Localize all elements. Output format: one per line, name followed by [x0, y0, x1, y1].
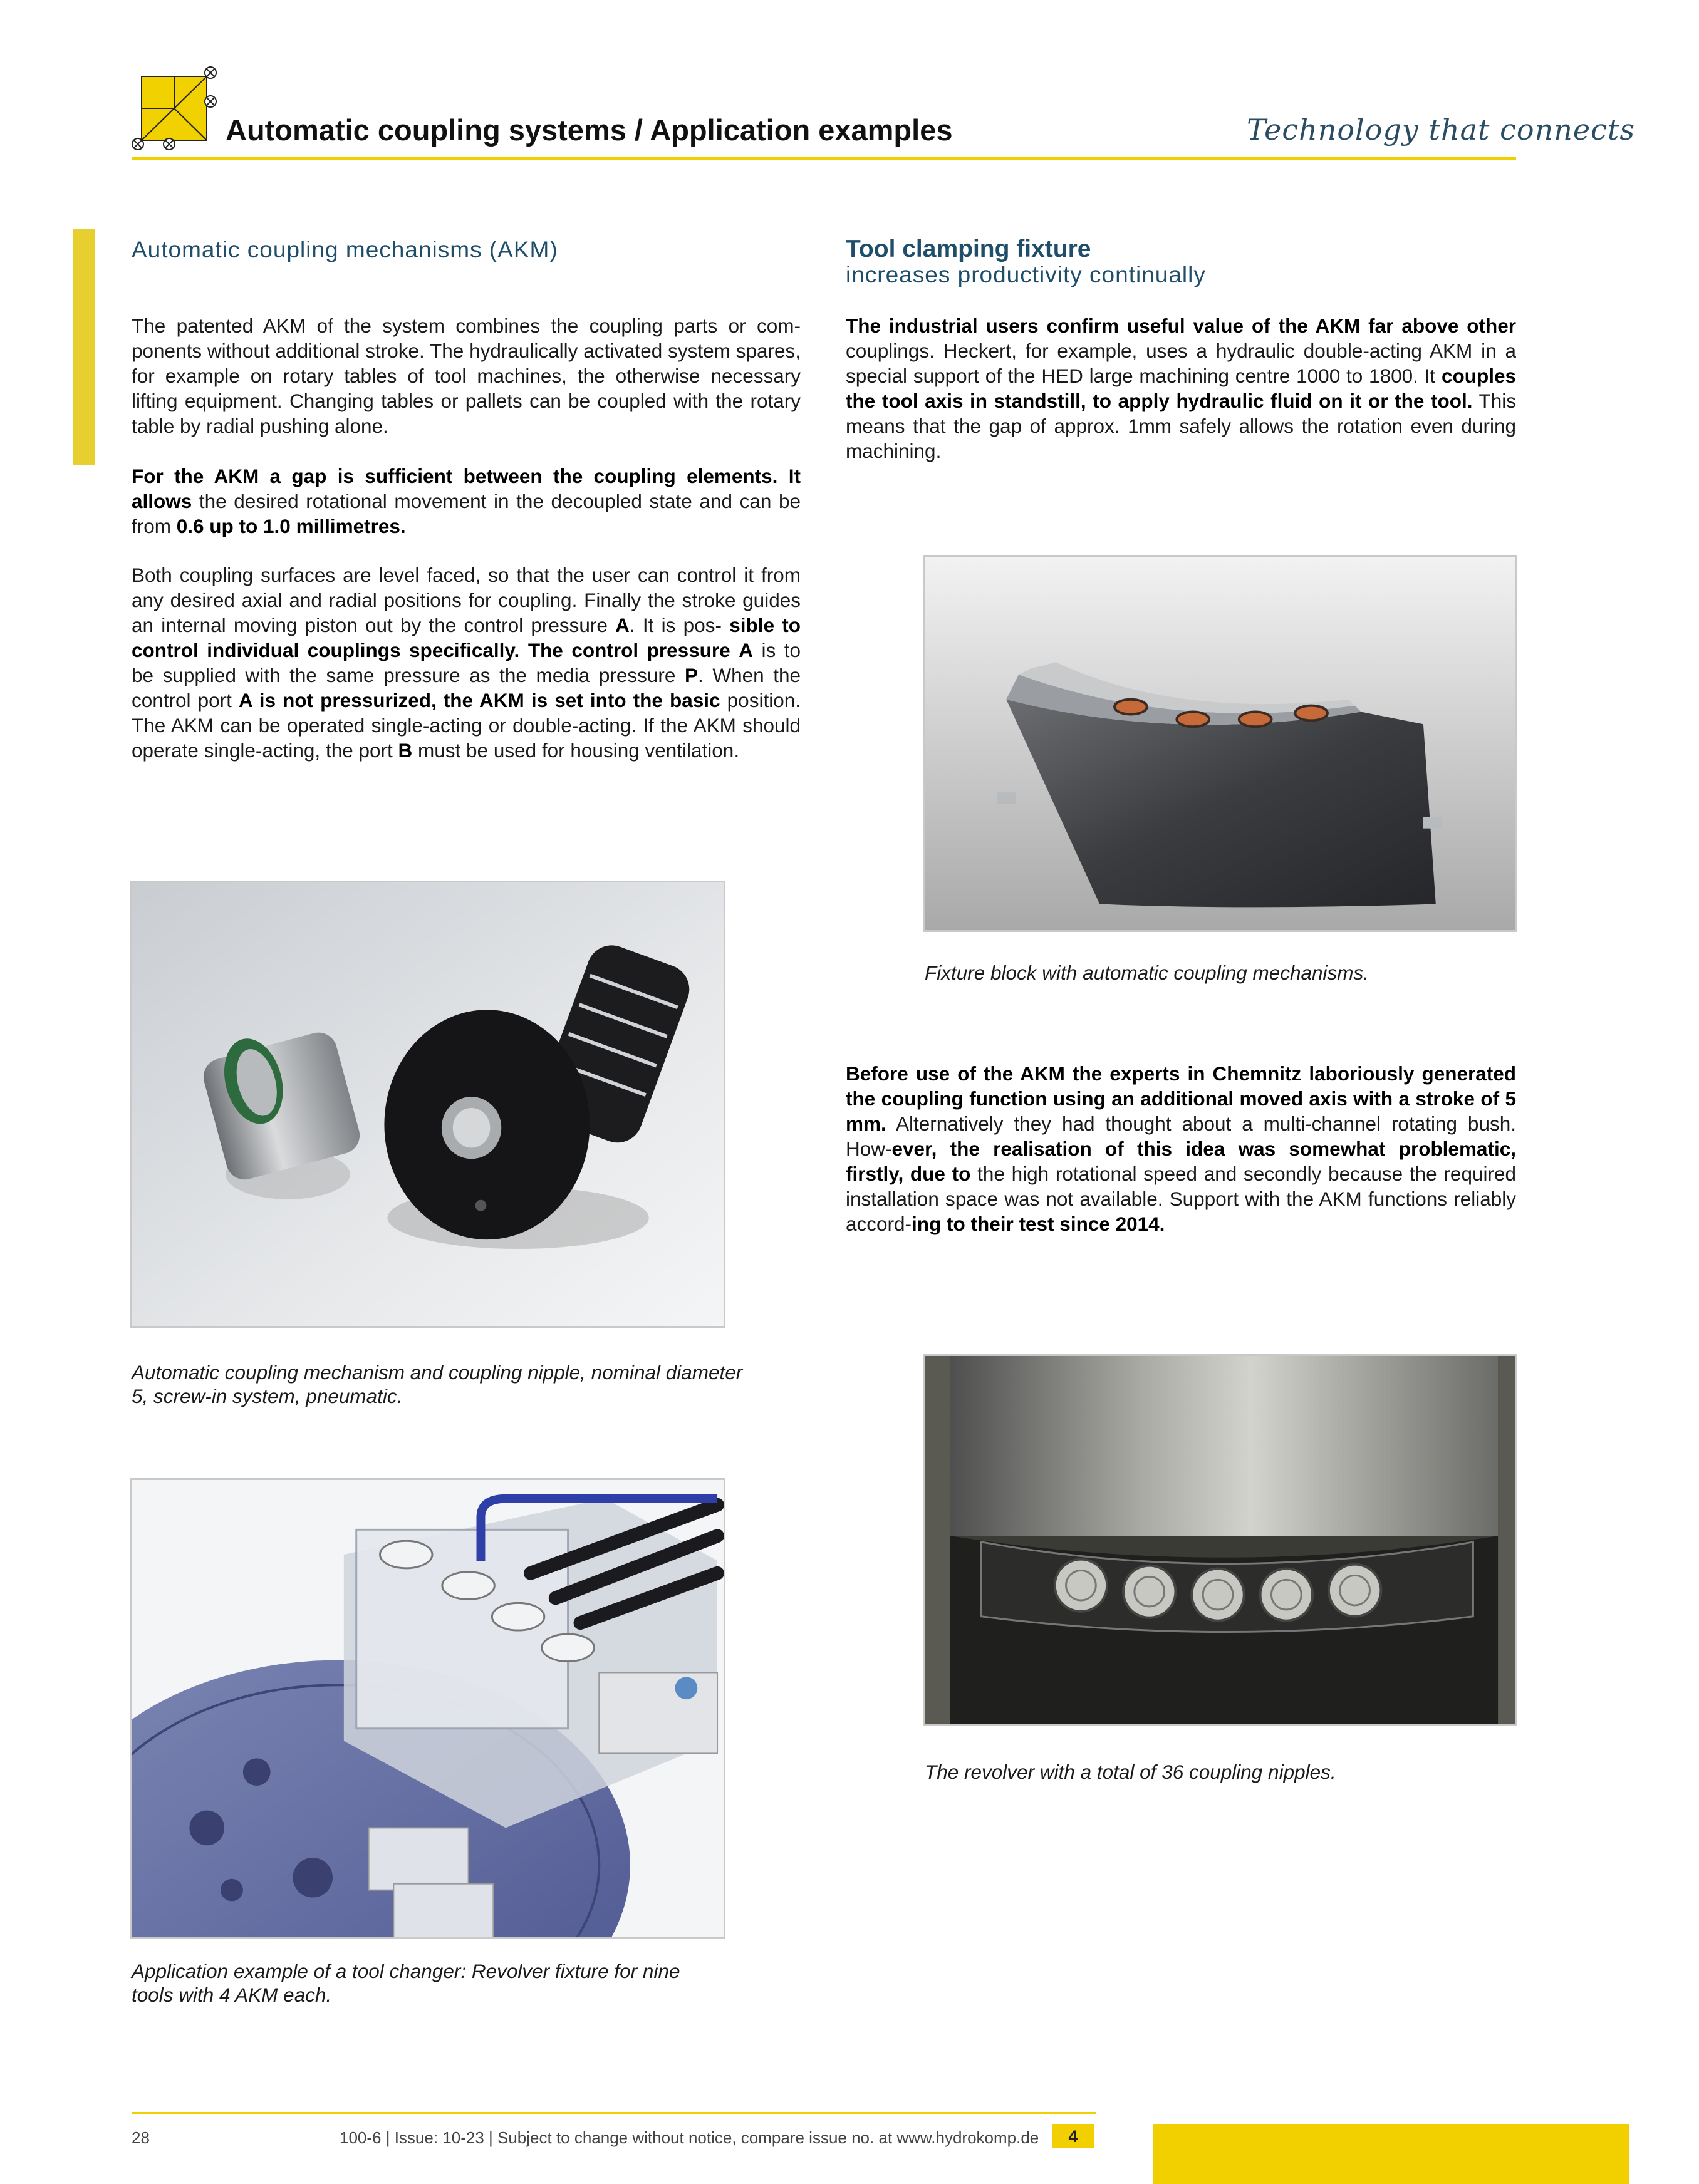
footer-divider	[132, 2112, 1096, 2114]
caption-revolver-cad	[132, 1959, 758, 2007]
text: tools with 4 AKM each.	[132, 1984, 332, 2006]
hydrokomp-logo	[132, 66, 217, 150]
section-accent-bar	[73, 229, 95, 465]
text-bold: The industrial users confirm useful value of the AKM far above other	[846, 314, 1516, 337]
header-divider	[132, 157, 1516, 160]
text: Alternatively they had thought about a multi-channel rotating bush. How-	[846, 1112, 1516, 1160]
footer-issue-info: 100-6 | Issue: 10-23 | Subject to change without notice, compare issue no. at www.hydrokomp.de	[340, 2128, 1039, 2147]
page-title: Automatic coupling systems / Application examples	[226, 113, 953, 147]
caption-revolver-photo: The revolver with a total of 36 coupling nipples.	[925, 1761, 1336, 1783]
akm-coupling-photo	[130, 881, 725, 1328]
text: couplings. Heckert, for example, uses a hydraulic double-acting AKM in a special support of the HED large machining centre 1000 to 1800. It	[846, 339, 1516, 387]
text: the high rotational speed and secondly because the required installation space was not available. Support with the AKM functions reliably accord-	[846, 1162, 1517, 1235]
footer-section-badge: 4	[1052, 2124, 1094, 2148]
text-bold: For the AKM a gap is sufficient between the coupling elements. It allows	[132, 465, 801, 512]
section-heading-akm: Automatic coupling mechanisms (AKM)	[132, 237, 558, 262]
paragraph-akm-control	[132, 562, 801, 763]
footer-yellow-block	[1153, 2124, 1629, 2184]
text: the desired rotational movement in the decoupled state and can be from	[132, 490, 801, 537]
text: must be used for housing ventilation.	[412, 739, 740, 762]
text-bold: couples the tool axis in standstill, to apply hydraulic fluid on it or the tool.	[846, 365, 1516, 412]
text-underlined: Application example of a tool changer: Revolver fixture for nine	[132, 1960, 680, 1982]
revolver-photo	[923, 1354, 1517, 1726]
revolver-cad-image	[130, 1478, 725, 1939]
paragraph-akm-gap	[132, 463, 801, 539]
caption-fixture: Fixture block with automatic coupling mechanisms.	[925, 961, 1369, 984]
text: . It is pos-	[629, 614, 722, 636]
paragraph-chemnitz	[846, 1061, 1516, 1236]
text: is to be supplied with the same pressure as the media pressure	[132, 639, 801, 686]
text-bold: 0.6 up to 1.0 millimetres.	[176, 515, 406, 537]
text-bold: A	[739, 639, 753, 661]
text-bold: sible to control individual couplings specifically. The control pressure	[132, 614, 801, 661]
tagline: Technology that connects	[1247, 113, 1635, 147]
text-bold: A is not pressurized, the AKM is set into the basic	[239, 689, 720, 712]
section-subheading-productivity: increases productivity continually	[846, 262, 1206, 287]
text-bold: Before use of the AKM the experts in Chemnitz laboriously generated the coupling function using an additional moved axis with a stroke of 5 mm.	[846, 1062, 1516, 1135]
paragraph-industrial-users	[846, 313, 1516, 463]
text: Both coupling surfaces are level faced, so that the user can control it from any desired axial and radial positions for coupling. Finally the stroke guides an internal moving piston out by the control pressure	[132, 564, 801, 636]
fixture-block-photo	[923, 555, 1517, 932]
text: . When the control port	[132, 664, 801, 712]
text-bold: A	[615, 614, 630, 636]
text: This means that the gap of approx. 1mm safely allows the rotation even during machining.	[846, 390, 1516, 462]
text-bold: ever, the realisation of this idea was somewhat problematic, firstly, due to	[846, 1137, 1516, 1185]
section-heading-tool-clamping: Tool clamping fixture	[846, 235, 1091, 262]
text-bold: ing to their test since 2014.	[912, 1213, 1165, 1235]
text-bold: B	[398, 739, 413, 762]
text-bold: P	[684, 664, 698, 686]
page-number: 28	[132, 2128, 150, 2147]
text: position. The AKM can be operated single-acting or double-acting. If the AKM should operate single-acting, the port	[132, 689, 801, 762]
paragraph-akm-intro: The patented AKM of the system combines the coupling parts or com-ponents without additional stroke. The hydraulically activated system spares, for example on rotary tables of tool machines, the otherwise necessary lifting equipment. Changing tables or pallets can be coupled with the rotary table by radial pushing alone.	[132, 314, 801, 437]
caption-akm-photo: Automatic coupling mechanism and coupling nipple, nominal diameter 5, screw-in system, pneumatic.	[132, 1361, 743, 1407]
